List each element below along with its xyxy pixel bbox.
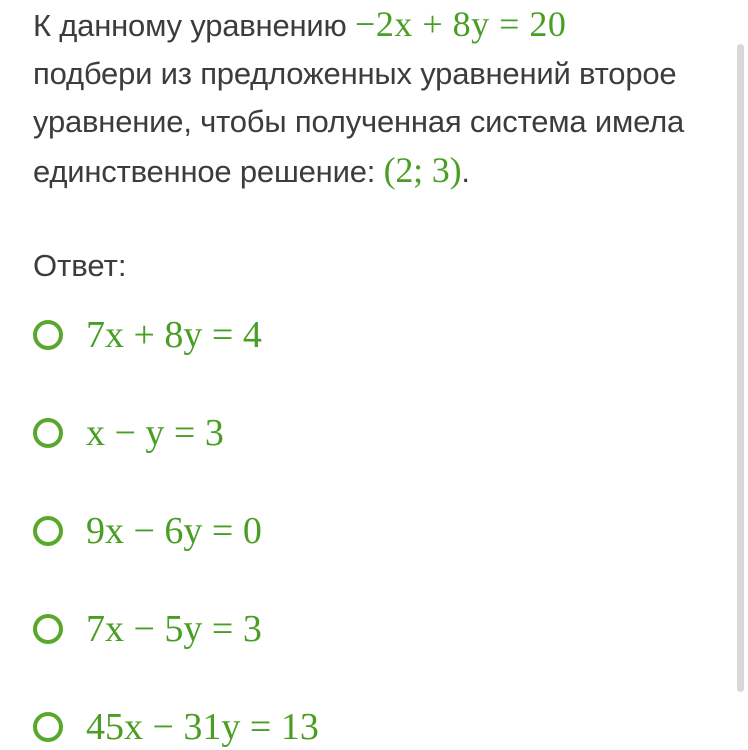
question-line-3: уравнение, чтобы полученная система имела: [33, 104, 685, 139]
scrollbar[interactable]: [737, 44, 744, 692]
question-text: [33, 0, 723, 196]
radio-button-icon[interactable]: [33, 712, 63, 742]
given-equation: −2x + 8y = 20: [355, 4, 567, 44]
answer-option-3[interactable]: [33, 506, 319, 604]
question-line-1-prefix: К данному уравнению: [33, 8, 356, 43]
answer-option-1[interactable]: [33, 310, 319, 408]
radio-button-icon[interactable]: [33, 418, 63, 448]
question-line-1: [33, 0, 723, 50]
answer-label: Ответ:: [33, 248, 127, 283]
question-line-2: подбери из предложенных уравнений второе: [33, 56, 677, 91]
question-line-4-suffix: .: [461, 154, 470, 189]
answer-options: [33, 310, 319, 750]
option-equation: 45x − 31y = 13: [86, 706, 319, 748]
answer-option-4[interactable]: [33, 604, 319, 702]
answer-option-2[interactable]: [33, 408, 319, 506]
solution-point: (2; 3): [383, 150, 462, 190]
option-equation: 7x − 5y = 3: [86, 608, 262, 650]
answer-option-5[interactable]: [33, 702, 319, 750]
option-equation: 7x + 8y = 4: [86, 314, 262, 356]
question-line-4: [33, 146, 723, 196]
question-line-4-prefix: единственное решение:: [33, 154, 384, 189]
radio-button-icon[interactable]: [33, 614, 63, 644]
option-equation: 9x − 6y = 0: [86, 510, 262, 552]
radio-button-icon[interactable]: [33, 320, 63, 350]
radio-button-icon[interactable]: [33, 516, 63, 546]
option-equation: x − y = 3: [86, 412, 224, 454]
